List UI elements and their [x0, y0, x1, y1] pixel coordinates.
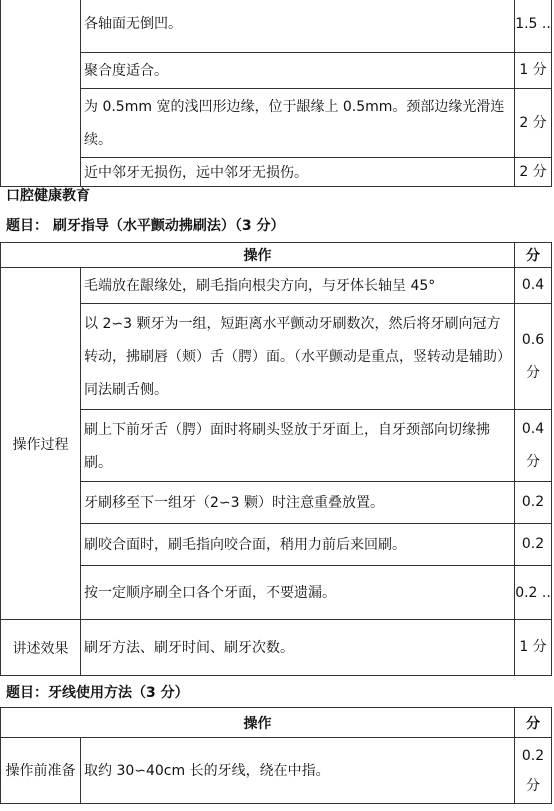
- process-row-2-score: 0.6 分: [515, 304, 552, 410]
- prev-row-4-text: 近中邻牙无损伤，远中邻牙无损伤。: [81, 158, 515, 187]
- floss-operation-header: 操作: [1, 708, 515, 738]
- prep-score: 0.2 分: [515, 738, 552, 804]
- effect-score: 1 分: [515, 620, 552, 676]
- process-label: 操作过程: [1, 268, 81, 620]
- process-row-5-text: 刷咬合面时，刷毛指向咬合面，稍用力前后来回刷。: [81, 524, 515, 566]
- process-row-1-text: 毛端放在龈缘处，刷毛指向根尖方向，与牙体长轴呈 45°: [81, 268, 515, 304]
- topic2-title: 题目：牙线使用方法（3 分）: [6, 685, 189, 701]
- process-row-1-score: 0.4: [515, 268, 552, 304]
- prev-scoring-table: [0, 0, 552, 187]
- effect-label: 讲述效果: [1, 620, 81, 676]
- prev-row-2-text: 聚合度适合。: [81, 53, 515, 89]
- toothbrushing-table: [0, 242, 552, 676]
- score-header: 分: [515, 243, 552, 268]
- prev-row-1-text: 各轴面无倒凹。: [81, 0, 515, 53]
- prev-row-1-score: 1.5 ..: [515, 0, 552, 53]
- operation-header: 操作: [1, 243, 515, 268]
- topic1-title: 题目： 刷牙指导（水平颤动拂刷法）（3 分）: [6, 218, 285, 234]
- prev-row-4-score: 2 分: [515, 158, 552, 187]
- process-row-4-text: 牙刷移至下一组牙（2∽3 颗）时注意重叠放置。: [81, 482, 515, 524]
- section-title: 口腔健康教育: [6, 188, 90, 204]
- prep-text: 取约 30∽40cm 长的牙线，绕在中指。: [81, 738, 515, 804]
- floss-table: [0, 707, 552, 804]
- process-row-4-score: 0.2: [515, 482, 552, 524]
- process-row-2-text: 以 2∽3 颗牙为一组，短距离水平颤动牙刷数次，然后将牙刷向冠方转动，拂刷唇（颊）舌（腭）面。（水平颤动是重点，竖转动是辅助）同法刷舌侧。: [81, 304, 515, 410]
- process-row-3-text: 刷上下前牙舌（腭）面时将刷头竖放于牙面上，自牙颈部向切缘拂刷。: [81, 410, 515, 482]
- prev-row-2-score: 1 分: [515, 53, 552, 89]
- prev-row-3-score: 2 分: [515, 89, 552, 158]
- process-row-3-score: 0.4 分: [515, 410, 552, 482]
- process-row-6-score: 0.2 ..: [515, 566, 552, 620]
- process-row-6-text: 按一定顺序刷全口各个牙面，不要遗漏。: [81, 566, 515, 620]
- prev-empty-cell: [1, 0, 81, 187]
- effect-text: 刷牙方法、刷牙时间、刷牙次数。: [81, 620, 515, 676]
- process-row-5-score: 0.2: [515, 524, 552, 566]
- prep-label: 操作前准备: [1, 738, 81, 804]
- floss-score-header: 分: [515, 708, 552, 738]
- prev-row-3-text: 为 0.5mm 宽的浅凹形边缘，位于龈缘上 0.5mm。颈部边缘光滑连续。: [81, 89, 515, 158]
